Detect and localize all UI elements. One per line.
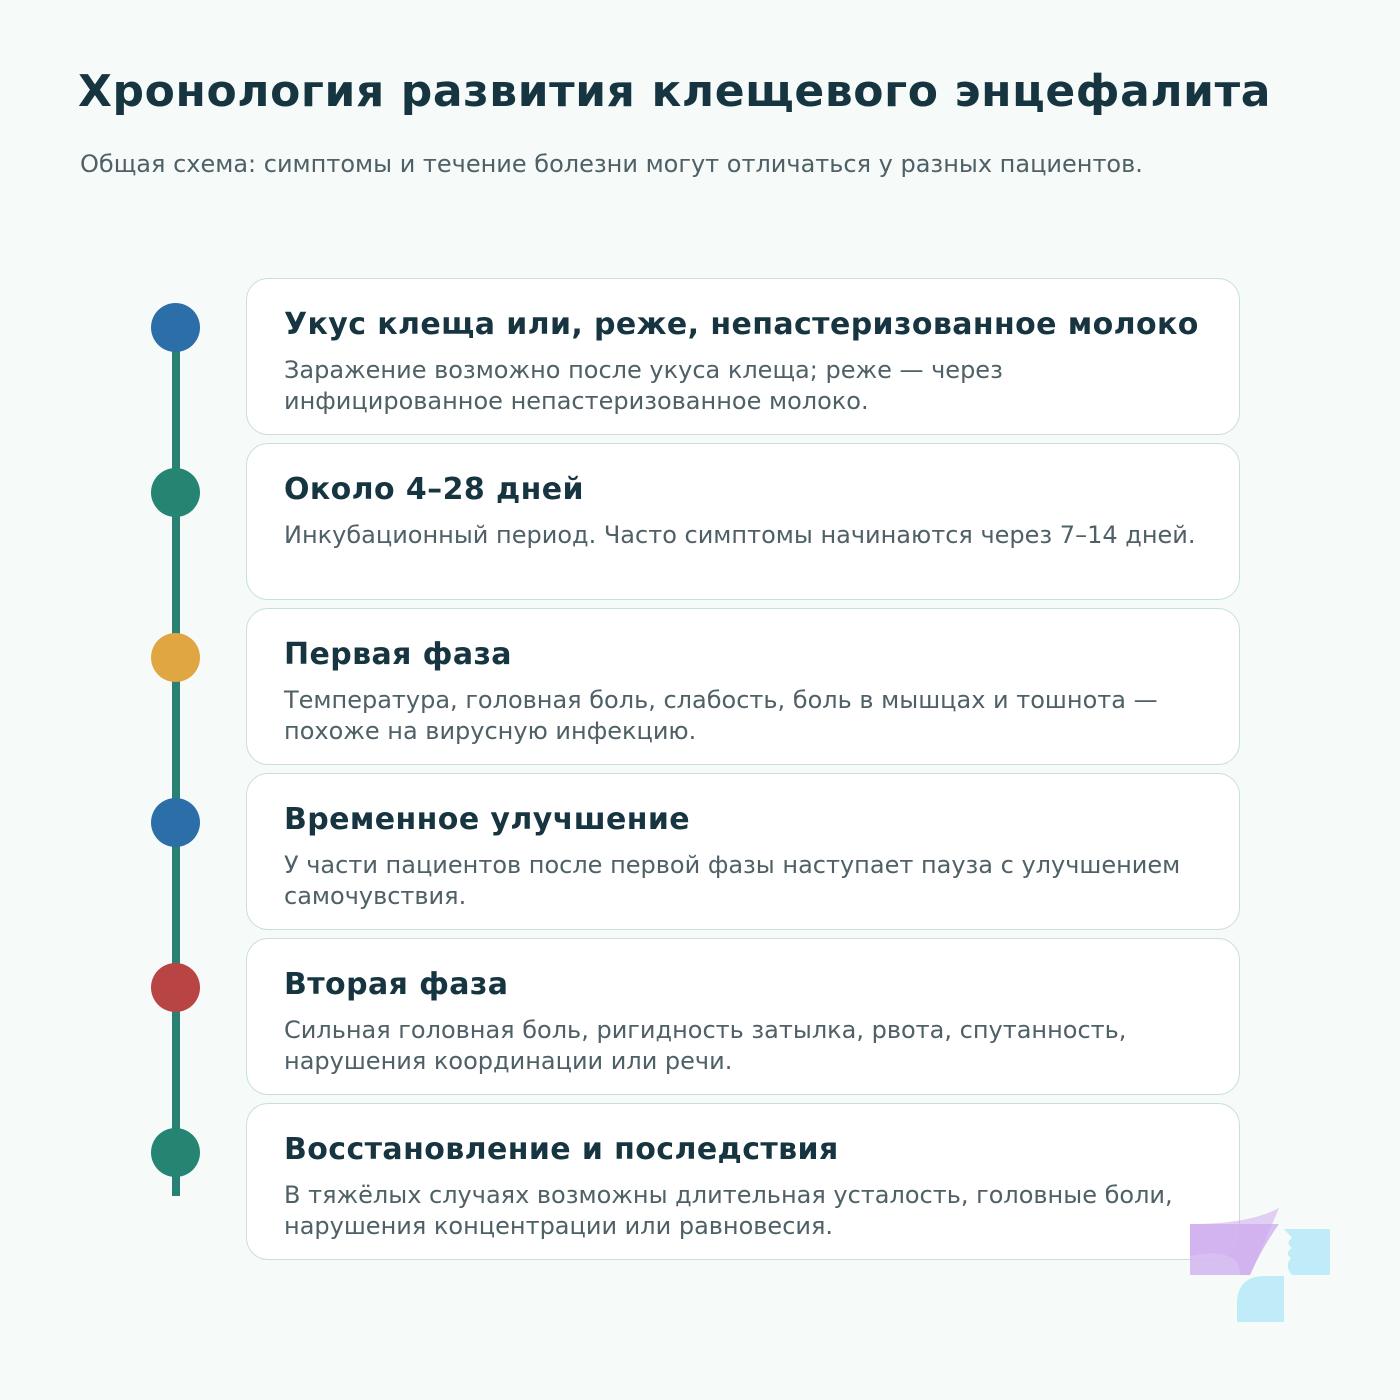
step-description: У части пациентов после первой фазы наступает пауза с улучшением самочувствия. bbox=[284, 851, 1181, 910]
step-description: Сильная головная боль, ригидность затылка, рвота, спутанность, нарушения координации или речи. bbox=[284, 1016, 1127, 1075]
logo-blue-drop bbox=[1237, 1276, 1284, 1322]
timeline-dot bbox=[151, 963, 200, 1012]
logo-blue-shape bbox=[1284, 1229, 1330, 1275]
timeline-card bbox=[246, 938, 1240, 1095]
timeline-card bbox=[246, 608, 1240, 765]
brand-logo-icon bbox=[1188, 1206, 1334, 1326]
timeline-card bbox=[246, 773, 1240, 930]
timeline-dot bbox=[151, 1128, 200, 1177]
timeline-dot bbox=[151, 468, 200, 517]
step-description: Температура, головная боль, слабость, боль в мышцах и тошнота — похоже на вирусную инфекцию. bbox=[284, 686, 1158, 745]
step-title: Укус клеща или, реже, непастеризованное молоко bbox=[284, 307, 1199, 342]
timeline-card bbox=[246, 443, 1240, 600]
step-title: Временное улучшение bbox=[284, 802, 690, 837]
timeline-card bbox=[246, 278, 1240, 435]
step-title: Вторая фаза bbox=[284, 967, 509, 1002]
step-title: Первая фаза bbox=[284, 637, 512, 672]
page-subtitle: Общая схема: симптомы и течение болезни могут отличаться у разных пациентов. bbox=[80, 150, 1143, 178]
timeline-dot bbox=[151, 798, 200, 847]
step-description: В тяжёлых случаях возможны длительная усталость, головные боли, нарушения концентрации или равновесия. bbox=[284, 1181, 1173, 1240]
page-title: Хронология развития клещевого энцефалита bbox=[78, 66, 1272, 117]
timeline-dot bbox=[151, 303, 200, 352]
timeline-dot bbox=[151, 633, 200, 682]
step-title: Около 4–28 дней bbox=[284, 472, 584, 507]
step-title: Восстановление и последствия bbox=[284, 1132, 839, 1167]
timeline-card bbox=[246, 1103, 1240, 1260]
step-description: Инкубационный период. Часто симптомы начинаются через 7–14 дней. bbox=[284, 521, 1196, 549]
step-description: Заражение возможно после укуса клеща; реже — через инфицированное непастеризованное молоко. bbox=[284, 356, 1003, 415]
timeline-line bbox=[172, 322, 180, 1196]
